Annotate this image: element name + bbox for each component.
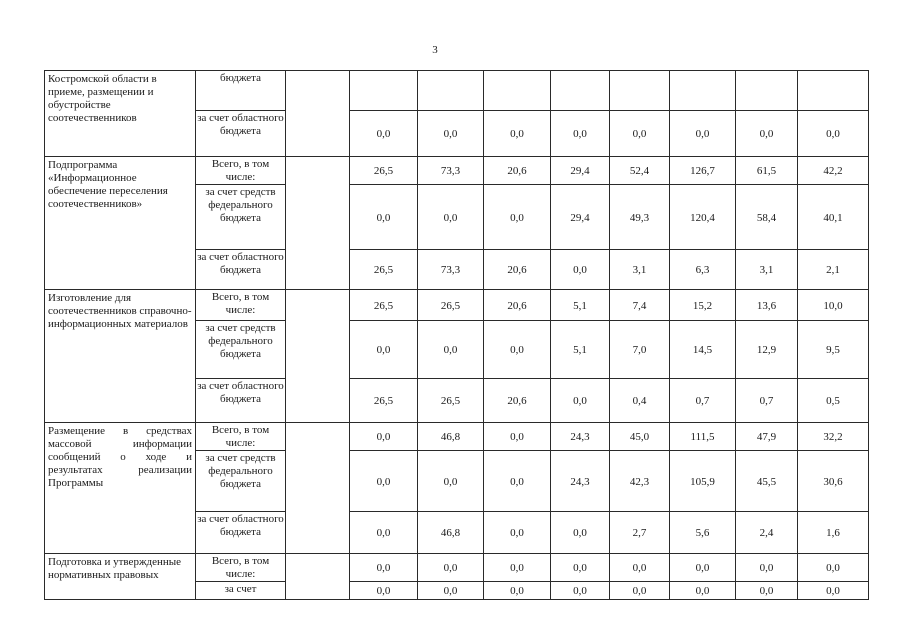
value-text: 0,0 bbox=[376, 585, 391, 597]
value-cell bbox=[350, 451, 418, 512]
value-cell bbox=[418, 582, 484, 600]
funding-source-cell: бюджета bbox=[196, 71, 286, 111]
value-cell bbox=[610, 185, 670, 250]
value-text: 12,9 bbox=[756, 344, 777, 356]
value-text: 26,5 bbox=[373, 165, 394, 177]
value-text: 24,3 bbox=[570, 475, 590, 488]
value-text: 0,0 bbox=[376, 562, 391, 574]
value-cell bbox=[484, 157, 551, 185]
value-cell bbox=[551, 321, 610, 379]
value-cell bbox=[551, 290, 610, 321]
funding-source-cell: за счет областного бюджета bbox=[196, 379, 286, 423]
value-cell bbox=[551, 185, 610, 250]
value-text: 0,0 bbox=[632, 585, 647, 597]
value-cell bbox=[798, 321, 869, 379]
value-cell bbox=[551, 554, 610, 582]
value-cell bbox=[551, 512, 610, 554]
value-text: 15,2 bbox=[692, 299, 713, 312]
value-text: 2,4 bbox=[759, 527, 774, 539]
value-cell bbox=[350, 379, 418, 423]
value-text: 14,5 bbox=[692, 344, 713, 356]
value-cell bbox=[736, 379, 798, 423]
value-cell bbox=[736, 554, 798, 582]
empty-cell bbox=[286, 290, 350, 423]
value-cell bbox=[418, 379, 484, 423]
value-cell bbox=[610, 321, 670, 379]
value-text: 0,0 bbox=[573, 585, 587, 597]
value-text: 3,1 bbox=[632, 264, 647, 276]
value-text: 105,9 bbox=[690, 475, 715, 488]
value-text: 20,6 bbox=[507, 299, 527, 312]
value-cell bbox=[736, 582, 798, 600]
funding-source-cell: за счет средств федерального бюджета bbox=[196, 185, 286, 250]
value-text: 1,6 bbox=[826, 527, 840, 539]
value-text: 2,1 bbox=[826, 264, 840, 276]
value-cell bbox=[610, 71, 670, 111]
value-text: 0,0 bbox=[510, 128, 524, 140]
value-text: 0,0 bbox=[573, 128, 587, 140]
value-cell bbox=[736, 250, 798, 290]
value-cell bbox=[418, 185, 484, 250]
value-text: 45,0 bbox=[629, 431, 650, 443]
value-cell bbox=[610, 451, 670, 512]
value-cell bbox=[798, 554, 869, 582]
value-text: 26,5 bbox=[440, 299, 461, 312]
value-cell bbox=[484, 250, 551, 290]
value-cell bbox=[798, 185, 869, 250]
value-text: 26,5 bbox=[373, 299, 394, 312]
value-text: 20,6 bbox=[507, 264, 527, 276]
value-text: 0,0 bbox=[759, 128, 774, 140]
value-cell bbox=[484, 512, 551, 554]
value-text: 24,3 bbox=[570, 431, 590, 443]
value-text: 13,6 bbox=[756, 299, 777, 312]
value-text: 0,0 bbox=[376, 431, 391, 443]
value-text: 0,0 bbox=[443, 211, 458, 224]
value-cell bbox=[736, 71, 798, 111]
value-text: 5,6 bbox=[695, 527, 710, 539]
value-text: 0,0 bbox=[443, 128, 458, 140]
value-text: 5,1 bbox=[573, 299, 587, 312]
value-cell bbox=[736, 423, 798, 451]
value-text: 42,2 bbox=[823, 165, 843, 177]
value-text: 0,0 bbox=[443, 475, 458, 488]
value-text: 26,5 bbox=[373, 395, 394, 407]
funding-source-cell: за счет средств федерального бюджета bbox=[196, 451, 286, 512]
value-cell bbox=[418, 321, 484, 379]
value-cell bbox=[798, 250, 869, 290]
value-cell bbox=[670, 554, 736, 582]
value-text: 0,0 bbox=[695, 128, 710, 140]
value-text: 0,0 bbox=[759, 585, 774, 597]
value-cell bbox=[670, 379, 736, 423]
value-text: 46,8 bbox=[440, 527, 461, 539]
value-cell bbox=[610, 582, 670, 600]
activity-cell: Размещение в средствах массовой информации сообщений о ходе и результатах реализации Программы bbox=[45, 423, 196, 554]
value-cell bbox=[484, 71, 551, 111]
value-cell bbox=[736, 290, 798, 321]
value-cell bbox=[551, 379, 610, 423]
value-cell bbox=[484, 423, 551, 451]
value-cell bbox=[670, 185, 736, 250]
value-text: 0,0 bbox=[826, 585, 840, 597]
value-cell bbox=[350, 250, 418, 290]
value-cell bbox=[350, 111, 418, 157]
value-text: 0,0 bbox=[573, 562, 587, 574]
value-text: 0,5 bbox=[826, 395, 840, 407]
value-cell bbox=[484, 582, 551, 600]
value-text: 0,0 bbox=[826, 562, 840, 574]
value-text: 120,4 bbox=[690, 211, 715, 224]
value-text: 0,0 bbox=[632, 128, 647, 140]
value-cell bbox=[418, 512, 484, 554]
funding-source-cell: Всего, в том числе: bbox=[196, 423, 286, 451]
value-cell bbox=[350, 185, 418, 250]
budget-table bbox=[44, 70, 869, 600]
value-text: 0,0 bbox=[376, 475, 391, 488]
value-text: 47,9 bbox=[756, 431, 777, 443]
value-text: 0,0 bbox=[510, 431, 524, 443]
value-cell bbox=[350, 71, 418, 111]
funding-source-cell: за счет областного бюджета bbox=[196, 250, 286, 290]
value-cell bbox=[418, 423, 484, 451]
value-text: 0,0 bbox=[510, 585, 524, 597]
value-cell bbox=[670, 451, 736, 512]
value-cell bbox=[670, 111, 736, 157]
value-cell bbox=[484, 290, 551, 321]
value-cell bbox=[350, 290, 418, 321]
value-cell bbox=[610, 554, 670, 582]
table-row bbox=[45, 423, 869, 451]
value-text: 0,0 bbox=[376, 527, 391, 539]
value-text: 0,0 bbox=[443, 562, 458, 574]
value-text: 73,3 bbox=[440, 165, 461, 177]
value-text: 10,0 bbox=[823, 299, 843, 312]
value-cell bbox=[736, 157, 798, 185]
value-cell bbox=[798, 379, 869, 423]
value-text: 49,3 bbox=[629, 211, 650, 224]
value-text: 0,0 bbox=[510, 475, 524, 488]
value-cell bbox=[418, 554, 484, 582]
value-cell bbox=[551, 250, 610, 290]
value-cell bbox=[610, 157, 670, 185]
value-text: 0,0 bbox=[376, 344, 391, 356]
value-cell bbox=[670, 512, 736, 554]
value-text: 0,0 bbox=[443, 344, 458, 356]
activity-cell: Подпрограмма «Информационное обеспечение переселения соотечественников» bbox=[45, 157, 196, 290]
value-text: 7,0 bbox=[632, 344, 647, 356]
value-cell bbox=[798, 157, 869, 185]
activity-cell: Изготовление для соотечественников справочно-информационных материалов bbox=[45, 290, 196, 423]
value-text: 0,0 bbox=[376, 211, 391, 224]
value-cell bbox=[610, 423, 670, 451]
value-text: 0,0 bbox=[695, 562, 710, 574]
value-cell bbox=[418, 111, 484, 157]
value-text: 0,0 bbox=[759, 562, 774, 574]
value-text: 20,6 bbox=[507, 165, 527, 177]
value-cell bbox=[736, 111, 798, 157]
value-text: 7,4 bbox=[632, 299, 647, 312]
value-cell bbox=[350, 554, 418, 582]
value-cell bbox=[736, 185, 798, 250]
value-cell bbox=[670, 582, 736, 600]
value-cell bbox=[418, 451, 484, 512]
activity-cell: Подготовка и утвержденные нормативных правовых bbox=[45, 554, 196, 600]
value-text: 0,0 bbox=[510, 527, 524, 539]
value-cell bbox=[798, 423, 869, 451]
value-text: 45,5 bbox=[756, 475, 777, 488]
value-cell bbox=[484, 111, 551, 157]
value-cell bbox=[610, 379, 670, 423]
value-text: 29,4 bbox=[570, 165, 590, 177]
funding-source-cell: Всего, в том числе: bbox=[196, 554, 286, 582]
empty-cell bbox=[286, 423, 350, 554]
value-cell bbox=[670, 423, 736, 451]
empty-cell bbox=[286, 554, 350, 600]
value-text: 9,5 bbox=[826, 344, 840, 356]
value-cell bbox=[610, 111, 670, 157]
value-cell bbox=[484, 185, 551, 250]
value-cell bbox=[418, 290, 484, 321]
value-text: 73,3 bbox=[440, 264, 461, 276]
value-text: 0,7 bbox=[695, 395, 710, 407]
funding-source-cell: за счет областного бюджета bbox=[196, 111, 286, 157]
value-cell bbox=[798, 512, 869, 554]
value-text: 61,5 bbox=[756, 165, 777, 177]
value-cell bbox=[551, 71, 610, 111]
value-cell bbox=[350, 582, 418, 600]
value-cell bbox=[610, 290, 670, 321]
value-cell bbox=[798, 451, 869, 512]
value-text: 46,8 bbox=[440, 431, 461, 443]
value-cell bbox=[736, 451, 798, 512]
value-text: 0,0 bbox=[632, 562, 647, 574]
value-cell bbox=[350, 423, 418, 451]
value-text: 0,0 bbox=[510, 211, 524, 224]
value-text: 58,4 bbox=[756, 211, 777, 224]
value-cell bbox=[610, 512, 670, 554]
value-text: 0,0 bbox=[510, 562, 524, 574]
value-text: 40,1 bbox=[823, 211, 843, 224]
value-text: 5,1 bbox=[573, 344, 587, 356]
value-text: 0,7 bbox=[759, 395, 774, 407]
empty-cell bbox=[286, 157, 350, 290]
value-text: 2,7 bbox=[632, 527, 647, 539]
value-cell bbox=[670, 321, 736, 379]
page-number: 3 bbox=[432, 44, 438, 56]
value-cell bbox=[350, 512, 418, 554]
value-text: 0,0 bbox=[376, 128, 391, 140]
funding-source-cell: за счет областного бюджета bbox=[196, 512, 286, 554]
value-text: 0,0 bbox=[510, 344, 524, 356]
activity-cell: Костромской области в приеме, размещении и обустройстве соотечественников bbox=[45, 71, 196, 157]
value-cell bbox=[350, 157, 418, 185]
value-cell bbox=[736, 321, 798, 379]
value-text: 126,7 bbox=[690, 165, 715, 177]
value-cell bbox=[670, 71, 736, 111]
value-cell bbox=[484, 321, 551, 379]
value-text: 0,0 bbox=[573, 395, 587, 407]
value-text: 6,3 bbox=[695, 264, 710, 276]
funding-source-cell: Всего, в том числе: bbox=[196, 157, 286, 185]
value-text: 32,2 bbox=[823, 431, 843, 443]
table-row bbox=[45, 554, 869, 582]
value-cell bbox=[418, 157, 484, 185]
funding-source-cell: Всего, в том числе: bbox=[196, 290, 286, 321]
funding-source-cell: за счет bbox=[196, 582, 286, 600]
value-cell bbox=[798, 290, 869, 321]
value-cell bbox=[551, 582, 610, 600]
value-cell bbox=[551, 451, 610, 512]
value-text: 29,4 bbox=[570, 211, 590, 224]
value-cell bbox=[670, 250, 736, 290]
value-cell bbox=[484, 451, 551, 512]
value-text: 0,0 bbox=[443, 585, 458, 597]
value-text: 111,5 bbox=[690, 431, 715, 443]
value-text: 30,6 bbox=[823, 475, 843, 488]
value-text: 0,0 bbox=[695, 585, 710, 597]
value-text: 26,5 bbox=[440, 395, 461, 407]
value-cell bbox=[798, 111, 869, 157]
value-cell bbox=[418, 250, 484, 290]
funding-source-cell: за счет средств федерального бюджета bbox=[196, 321, 286, 379]
value-cell bbox=[418, 71, 484, 111]
value-cell bbox=[350, 321, 418, 379]
table-row bbox=[45, 290, 869, 321]
value-cell bbox=[798, 71, 869, 111]
value-cell bbox=[610, 250, 670, 290]
value-text: 42,3 bbox=[629, 475, 650, 488]
table-row bbox=[45, 157, 869, 185]
value-cell bbox=[551, 111, 610, 157]
value-text: 3,1 bbox=[759, 264, 774, 276]
value-cell bbox=[484, 379, 551, 423]
value-cell bbox=[484, 554, 551, 582]
value-text: 26,5 bbox=[373, 264, 394, 276]
value-cell bbox=[551, 157, 610, 185]
value-text: 20,6 bbox=[507, 395, 527, 407]
value-cell bbox=[736, 512, 798, 554]
value-text: 0,0 bbox=[573, 527, 587, 539]
value-cell bbox=[551, 423, 610, 451]
value-cell bbox=[670, 290, 736, 321]
value-text: 0,4 bbox=[632, 395, 647, 407]
value-text: 0,0 bbox=[826, 128, 840, 140]
empty-cell bbox=[286, 71, 350, 157]
table-row bbox=[45, 71, 869, 111]
value-cell bbox=[798, 582, 869, 600]
value-cell bbox=[670, 157, 736, 185]
value-text: 52,4 bbox=[629, 165, 650, 177]
value-text: 0,0 bbox=[573, 264, 587, 276]
